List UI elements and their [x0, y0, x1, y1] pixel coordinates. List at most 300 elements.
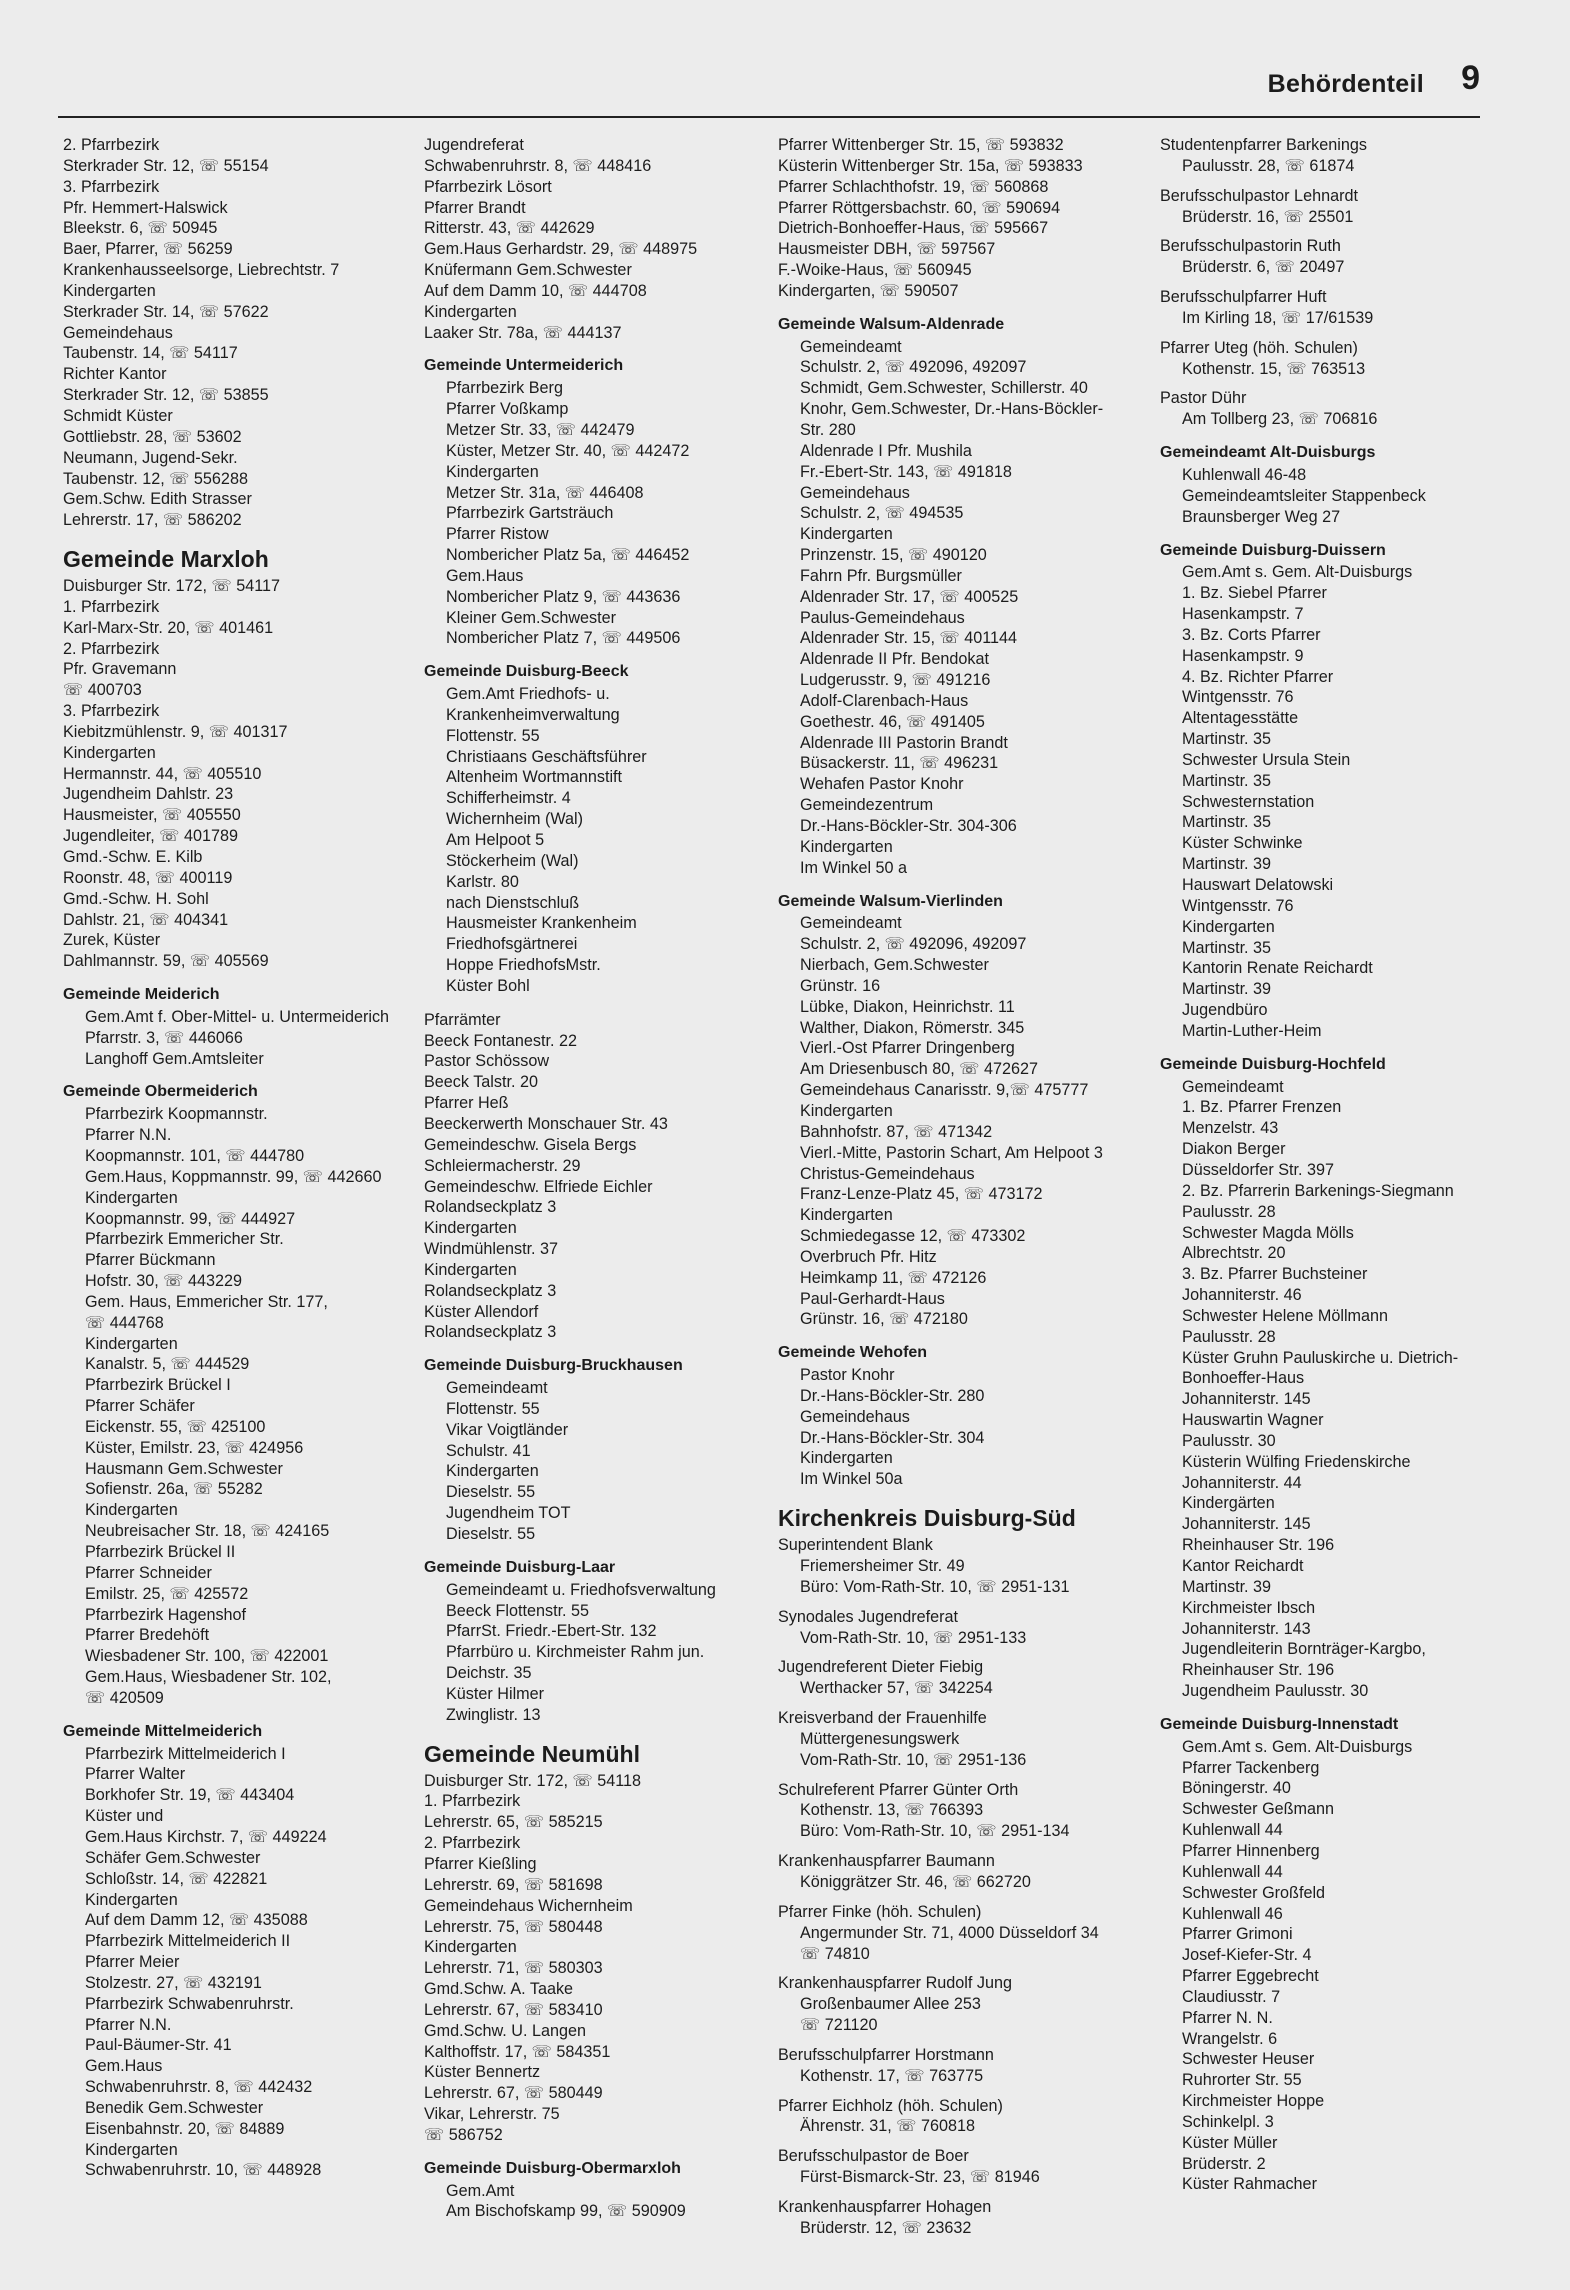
directory-line: Böningerstr. 40 [1182, 1779, 1291, 1798]
directory-line: Gemeindeamt [800, 337, 902, 356]
directory-line: Gemeindeamt [446, 1379, 548, 1398]
directory-line: Am Driesenbusch 80, ☏ 472627 [800, 1060, 1039, 1079]
section-heading: Gemeinde Duisburg-Duissern [1160, 541, 1386, 559]
directory-line: Schwabenruhrstr. 10, ☏ 448928 [85, 2161, 322, 2180]
directory-line: Kindergärten [1182, 1494, 1275, 1513]
directory-line: Jugendreferent Dieter Fiebig [778, 1658, 984, 1677]
directory-line: Christus-Gemeindehaus [800, 1164, 975, 1183]
directory-line: Schinkelpl. 3 [1182, 2112, 1274, 2131]
directory-line: Beeck Fontanestr. 22 [424, 1031, 577, 1050]
directory-line: Kirchmeister Ibsch [1182, 1598, 1316, 1617]
directory-line: Gemeindeamt u. Friedhofsverwaltung [446, 1580, 716, 1599]
directory-line: Büro: Vom-Rath-Str. 10, ☏ 2951-131 [800, 1577, 1070, 1596]
directory-line: Gem.Amt Friedhofs- u. [446, 685, 610, 704]
directory-line: Martinstr. 35 [1182, 813, 1272, 832]
directory-line: Pfarrer Meier [85, 1953, 180, 1972]
directory-line: Pfarrer Heß [424, 1094, 509, 1113]
directory-line: Nombericher Platz 7, ☏ 449506 [446, 629, 681, 648]
directory-line: Gemeindezentrum [800, 796, 934, 815]
directory-line: Dahlmannstr. 59, ☏ 405569 [63, 952, 269, 971]
directory-line: PfarrSt. Friedr.-Ebert-Str. 132 [446, 1622, 657, 1641]
directory-line: Kiebitzmühlenstr. 9, ☏ 401317 [63, 722, 288, 741]
directory-line: Altentagesstätte [1182, 709, 1299, 728]
directory-line: Gemeindeamtsleiter Stappenbeck [1182, 486, 1426, 505]
directory-line: Brüderstr. 12, ☏ 23632 [800, 2218, 972, 2237]
directory-line: Schifferheimstr. 4 [446, 789, 571, 808]
directory-line: Gem.Amt [446, 2181, 515, 2200]
section-heading: Gemeindeamt Alt-Duisburgs [1160, 444, 1376, 462]
directory-line: Kindergarten [85, 1334, 178, 1353]
directory-line: Rheinhauser Str. 196 [1182, 1536, 1335, 1555]
directory-line: Auf dem Damm 12, ☏ 435088 [85, 1911, 308, 1930]
directory-section [63, 1722, 433, 2182]
directory-line: Schulstr. 2, ☏ 492096, 492097 [800, 358, 1027, 377]
directory-line: Pfarrer N.N. [85, 1126, 172, 1145]
directory-line: Gmd.Schw. U. Langen [424, 2021, 586, 2040]
section-heading: Gemeinde Duisburg-Obermarxloh [424, 2159, 681, 2177]
directory-section [424, 1558, 786, 1726]
directory-line: 2. Pfarrbezirk [424, 1834, 521, 1853]
directory-line: Gem.Amt s. Gem. Alt-Duisburgs [1182, 1737, 1413, 1756]
directory-line: Kindergarten [424, 302, 517, 321]
directory-entry [1160, 287, 1480, 329]
directory-line: Johanniterstr. 44 [1182, 1473, 1302, 1492]
section-heading: Gemeinde Duisburg-Hochfeld [1160, 1055, 1386, 1073]
directory-line: Gem.Haus Gerhardstr. 29, ☏ 448975 [424, 240, 698, 259]
column-1 [63, 135, 433, 2194]
directory-entry [778, 2197, 1148, 2239]
directory-line: Pfarrer Finke (höh. Schulen) [778, 1902, 982, 1921]
directory-line: Pfarrbezirk Schwabenruhrstr. [85, 1994, 294, 2013]
directory-line: Gemeindehaus [63, 323, 173, 342]
directory-line: Kindergarten [446, 1462, 539, 1481]
directory-entry [778, 1902, 1148, 1965]
directory-section [424, 662, 786, 997]
directory-line: Gemeindeamt [1182, 1077, 1284, 1096]
directory-line: Hasenkampstr. 7 [1182, 605, 1304, 624]
directory-line: Schwabenruhrstr. 8, ☏ 442432 [85, 2078, 313, 2097]
directory-line: Berufsschulpastor Lehnardt [1160, 186, 1358, 205]
section-heading: Gemeinde Duisburg-Laar [424, 1558, 616, 1576]
directory-section [63, 135, 433, 531]
directory-line: Pfr. Gravemann [63, 660, 177, 679]
directory-line: Gem.Haus [85, 2057, 163, 2076]
directory-line: Vom-Rath-Str. 10, ☏ 2951-136 [800, 1750, 1027, 1769]
directory-line: Wintgensstr. 76 [1182, 688, 1294, 707]
directory-line: Kantorin Renate Reichardt [1182, 959, 1373, 978]
directory-line: Paul-Bäumer-Str. 41 [85, 2036, 232, 2055]
directory-line: ☏ 444768 [85, 1313, 164, 1332]
directory-line: Roonstr. 48, ☏ 400119 [63, 868, 233, 887]
directory-line: 2. Pfarrbezirk [63, 639, 160, 658]
directory-line: Paulusstr. 28, ☏ 61874 [1182, 156, 1355, 175]
directory-line: Hausmann Gem.Schwester [85, 1459, 283, 1478]
directory-line: Ritterstr. 43, ☏ 442629 [424, 219, 595, 238]
directory-line: Benedik Gem.Schwester [85, 2098, 264, 2117]
directory-line: Gemeindeamt [800, 914, 902, 933]
directory-line: Dieselstr. 55 [446, 1525, 536, 1543]
directory-line: Paul-Gerhardt-Haus [800, 1289, 945, 1308]
directory-line: Pfarrer Eichholz (höh. Schulen) [778, 2096, 1003, 2115]
directory-line: Gemeindehaus Wichernheim [424, 1896, 633, 1915]
directory-line: Langhoff Gem.Amtsleiter [85, 1049, 264, 1068]
directory-line: Schwester Helene Möllmann [1182, 1306, 1389, 1325]
directory-line: Pfarrer Bückmann [85, 1251, 216, 1270]
directory-line: Duisburger Str. 172, ☏ 54117 [63, 577, 281, 596]
directory-line: Pfarrer Wittenberger Str. 15, ☏ 593832 [778, 136, 1064, 154]
directory-line: Brüderstr. 6, ☏ 20497 [1182, 258, 1345, 277]
directory-section [63, 544, 433, 972]
directory-line: Schulstr. 2, ☏ 492096, 492097 [800, 935, 1027, 954]
directory-line: Wrangelstr. 6 [1182, 2029, 1278, 2048]
directory-line: Grünstr. 16 [800, 976, 881, 995]
directory-line: Müttergenesungswerk [800, 1729, 960, 1748]
directory-section [1160, 541, 1480, 1042]
directory-line: Kuhlenwall 46 [1182, 1904, 1283, 1923]
directory-line: Kreisverband der Frauenhilfe [778, 1709, 987, 1728]
directory-line: Pfarrbezirk Brückel II [85, 1543, 236, 1561]
directory-line: Taubenstr. 12, ☏ 556288 [63, 469, 248, 488]
directory-line: Kindergarten [85, 2140, 178, 2159]
directory-line: Claudiusstr. 7 [1182, 1987, 1281, 2006]
directory-line: Pfarrer Uteg (höh. Schulen) [1160, 338, 1358, 357]
directory-line: Jugendleiter, ☏ 401789 [63, 827, 239, 846]
directory-line: Heimkamp 11, ☏ 472126 [800, 1268, 987, 1287]
directory-line: Küsterin Wittenberger Str. 15a, ☏ 593833 [778, 156, 1083, 175]
directory-line: Pfarrer Schneider [85, 1563, 212, 1582]
directory-line: ☏ 721120 [800, 2016, 878, 2035]
directory-entry [1160, 135, 1480, 177]
directory-line: Schulstr. 41 [446, 1441, 531, 1460]
directory-line: Lehrerstr. 69, ☏ 581698 [424, 1875, 603, 1894]
directory-line: Martinstr. 39 [1182, 855, 1272, 874]
directory-line: Fürst-Bismarck-Str. 23, ☏ 81946 [800, 2168, 1040, 2187]
directory-line: Superintendent Blank [778, 1536, 933, 1555]
directory-line: Laaker Str. 78a, ☏ 444137 [424, 323, 622, 342]
directory-line: Koopmannstr. 99, ☏ 444927 [85, 1209, 296, 1228]
directory-line: Pfarrer N.N. [85, 2015, 172, 2034]
directory-line: Metzer Str. 31a, ☏ 446408 [446, 483, 644, 502]
directory-line: Kindergarten [800, 1449, 893, 1468]
directory-line: ☏ 74810 [800, 1944, 870, 1963]
directory-line: Gem.Haus, Wiesbadener Str. 102, [85, 1668, 332, 1687]
section-heading: Gemeinde Obermeiderich [63, 1083, 258, 1101]
directory-line: Küster Hilmer [446, 1684, 545, 1703]
directory-line: Schwesternstation [1182, 792, 1315, 811]
directory-line: Beeck Talstr. 20 [424, 1073, 538, 1092]
directory-line: Johanniterstr. 46 [1182, 1286, 1302, 1305]
directory-line: Vom-Rath-Str. 10, ☏ 2951-133 [800, 1628, 1027, 1647]
section-heading: Gemeinde Duisburg-Bruckhausen [424, 1357, 683, 1375]
directory-line: Küster, Emilstr. 23, ☏ 424956 [85, 1438, 304, 1457]
directory-line: Lehrerstr. 75, ☏ 580448 [424, 1917, 603, 1936]
directory-line: Küster Gruhn Pauluskirche u. Dietrich- [1182, 1348, 1459, 1367]
directory-section [424, 1739, 786, 2146]
directory-line: Gem. Haus, Emmericher Str. 177, [85, 1292, 328, 1311]
directory-line: Dr.-Hans-Böckler-Str. 304 [800, 1428, 985, 1447]
directory-line: Martinstr. 35 [1182, 771, 1272, 790]
directory-line: Jugendheim TOT [446, 1504, 571, 1523]
directory-line: Christiaans Geschäftsführer [446, 747, 647, 766]
section-heading: Gemeinde Marxloh [63, 546, 269, 573]
directory-line: Rolandseckplatz 3 [424, 1281, 557, 1300]
directory-line: Im Winkel 50a [800, 1470, 903, 1489]
directory-line: Schwabenruhrstr. 8, ☏ 448416 [424, 156, 652, 175]
directory-entry [1160, 388, 1480, 430]
directory-line: Josef-Kiefer-Str. 4 [1182, 1946, 1312, 1965]
directory-line: Gmd.Schw. A. Taake [424, 1980, 574, 1999]
directory-line: Hauswartin Wagner [1182, 1411, 1324, 1430]
page-number: 9 [1461, 59, 1480, 97]
section-heading: Gemeinde Untermeiderich [424, 357, 624, 375]
directory-line: Gemeindehaus [800, 1407, 910, 1426]
directory-line: Pastor Dühr [1160, 389, 1247, 408]
directory-entry [778, 2096, 1148, 2138]
directory-line: Pfarrer Brandt [424, 198, 526, 217]
directory-line: Lehrerstr. 17, ☏ 586202 [63, 511, 242, 530]
directory-line: Karl-Marx-Str. 20, ☏ 401461 [63, 618, 274, 637]
directory-line: Gmd.-Schw. H. Sohl [63, 889, 209, 908]
directory-line: Pfarrbüro u. Kirchmeister Rahm jun. [446, 1643, 705, 1662]
directory-line: Hasenkampstr. 9 [1182, 646, 1304, 665]
directory-line: Flottenstr. 55 [446, 1399, 540, 1418]
directory-line: Schäfer Gem.Schwester [85, 1848, 261, 1867]
directory-line: Krankenhauspfarrer Hohagen [778, 2197, 992, 2216]
directory-line: Paulusstr. 28 [1182, 1327, 1276, 1346]
directory-section [424, 356, 786, 649]
directory-line: 1. Bz. Pfarrer Frenzen [1182, 1098, 1342, 1117]
directory-line: Kindergarten [85, 1188, 178, 1207]
directory-line: Rolandseckplatz 3 [424, 1198, 557, 1217]
directory-line: Dieselstr. 55 [446, 1483, 536, 1502]
directory-section [63, 1082, 433, 1708]
directory-line: Wichernheim (Wal) [446, 810, 584, 829]
directory-entry [778, 1973, 1148, 2036]
directory-line: Sterkrader Str. 12, ☏ 55154 [63, 156, 269, 175]
directory-line: Sterkrader Str. 12, ☏ 53855 [63, 386, 269, 405]
directory-line: Wintgensstr. 76 [1182, 896, 1294, 915]
directory-line: Pfarrämter [424, 1010, 501, 1029]
directory-line: Gem.Haus, Koppmannstr. 99, ☏ 442660 [85, 1167, 382, 1186]
directory-line: Gemeindehaus [800, 483, 910, 502]
directory-line: Berufsschulpfarrer Horstmann [778, 2045, 994, 2064]
directory-line: Metzer Str. 33, ☏ 442479 [446, 420, 635, 439]
directory-line: Gemeindehaus Canarisstr. 9,☏ 475777 [800, 1081, 1089, 1100]
directory-line: Kleiner Gem.Schwester [446, 608, 617, 627]
directory-line: Vikar Voigtländer [446, 1420, 569, 1439]
directory-line: Küster, Metzer Str. 40, ☏ 442472 [446, 441, 690, 460]
directory-line: Koopmannstr. 101, ☏ 444780 [85, 1146, 305, 1165]
directory-section [1160, 1715, 1480, 2195]
directory-line: Menzelstr. 43 [1182, 1119, 1279, 1138]
directory-line: Martinstr. 39 [1182, 1577, 1272, 1596]
directory-line: Nombericher Platz 5a, ☏ 446452 [446, 546, 690, 565]
directory-line: Kindergarten [446, 462, 539, 481]
section-heading: Gemeinde Wehofen [778, 1344, 928, 1362]
directory-line: Friemersheimer Str. 49 [800, 1557, 965, 1575]
directory-line: Großenbaumer Allee 253 [800, 1995, 981, 2014]
section-title: Behördenteil [1267, 70, 1424, 98]
directory-line: Pfarrbezirk Emmericher Str. [85, 1230, 284, 1249]
directory-line: Pfarrer Schäfer [85, 1397, 195, 1416]
directory-line: Nierbach, Gem.Schwester [800, 956, 989, 975]
directory-entry [778, 1708, 1148, 1771]
directory-line: Kindergarten [800, 1101, 893, 1120]
section-heading: Gemeinde Duisburg-Innenstadt [1160, 1715, 1399, 1733]
directory-line: Pfarrer Ristow [446, 525, 549, 544]
directory-line: Krankenhauspfarrer Baumann [778, 1852, 995, 1871]
directory-line: Ruhrorter Str. 55 [1182, 2071, 1302, 2090]
directory-line: Gmd.-Schw. E. Kilb [63, 848, 203, 866]
directory-line: Martin-Luther-Heim [1182, 1021, 1322, 1040]
directory-line: Stolzestr. 27, ☏ 432191 [85, 1973, 262, 1992]
directory-section [424, 1356, 786, 1545]
directory-line: Küster Müller [1182, 2133, 1278, 2152]
section-heading: Kirchenkreis Duisburg-Süd [778, 1505, 1076, 1532]
directory-line: Schwester Ursula Stein [1182, 750, 1351, 769]
directory-line: Duisburger Str. 172, ☏ 54118 [424, 1771, 642, 1790]
directory-line: Sterkrader Str. 14, ☏ 57622 [63, 302, 269, 321]
directory-line: Küster Bennertz [424, 2063, 541, 2082]
directory-line: Gem.Haus [446, 566, 524, 585]
directory-line: Berufsschulpastorin Ruth [1160, 237, 1341, 256]
section-heading: Gemeinde Walsum-Aldenrade [778, 315, 1005, 333]
directory-entry [778, 1657, 1148, 1699]
directory-line: Bonhoeffer-Haus [1182, 1369, 1305, 1388]
section-heading: Gemeinde Neumühl [424, 1740, 640, 1767]
directory-entry [1160, 236, 1480, 278]
directory-line: Gottliebstr. 28, ☏ 53602 [63, 427, 242, 446]
directory-line: Kothenstr. 13, ☏ 766393 [800, 1801, 984, 1820]
directory-line: Beeck Flottenstr. 55 [446, 1601, 590, 1620]
directory-line: Pfarrbezirk Berg [446, 379, 563, 398]
directory-line: Aldenrader Str. 17, ☏ 400525 [800, 587, 1019, 606]
directory-line: Jugendheim Dahlstr. 23 [63, 785, 234, 804]
directory-line: Rolandseckplatz 3 [424, 1323, 557, 1342]
directory-line: 3. Pfarrbezirk [63, 177, 160, 196]
directory-line: Wehafen Pastor Knohr [800, 775, 964, 794]
directory-line: Am Bischofskamp 99, ☏ 590909 [446, 2202, 686, 2221]
directory-line: Schmidt, Gem.Schwester, Schillerstr. 40 [800, 379, 1088, 398]
directory-line: Zurek, Küster [63, 931, 161, 950]
directory-section [424, 1010, 786, 1344]
directory-line: Kindergarten [424, 1260, 517, 1279]
directory-line: Kindergarten [85, 1890, 178, 1909]
directory-line: Düsseldorfer Str. 397 [1182, 1160, 1335, 1179]
directory-line: Pfarrbezirk Gartsträuch [446, 504, 614, 523]
directory-line: Pfarrer Hinnenberg [1182, 1841, 1320, 1860]
directory-line: Johanniterstr. 145 [1182, 1515, 1311, 1534]
directory-line: Kothenstr. 17, ☏ 763775 [800, 2066, 984, 2085]
directory-line: Deichstr. 35 [446, 1664, 532, 1683]
directory-line: Küster und [85, 1807, 164, 1826]
directory-line: Küster Schwinke [1182, 834, 1303, 853]
directory-line: Küster Allendorf [424, 1302, 539, 1321]
directory-line: Eisenbahnstr. 20, ☏ 84889 [85, 2119, 285, 2138]
directory-line: Schwester Großfeld [1182, 1883, 1326, 1902]
directory-line: 2. Pfarrbezirk [63, 136, 160, 154]
directory-line: Krankenhausseelsorge, Liebrechtstr. 7 [63, 261, 340, 280]
directory-line: Brüderstr. 2 [1182, 2154, 1266, 2173]
directory-entry [778, 1607, 1148, 1649]
directory-line: Jugendreferat [424, 136, 524, 154]
directory-line: Hermannstr. 44, ☏ 405510 [63, 764, 262, 783]
directory-line: Aldenrade I Pfr. Mushila [800, 441, 972, 460]
column-4 [1160, 135, 1480, 2208]
directory-line: Bleekstr. 6, ☏ 50945 [63, 219, 218, 238]
directory-line: Kalthoffstr. 17, ☏ 584351 [424, 2042, 611, 2061]
directory-line: Pfarrer Schlachthofstr. 19, ☏ 560868 [778, 177, 1049, 196]
directory-line: Krankenheimverwaltung [446, 705, 620, 724]
directory-line: Karlstr. 80 [446, 872, 519, 891]
directory-line: Pfarrbezirk Koopmannstr. [85, 1105, 268, 1124]
directory-line: Schleiermacherstr. 29 [424, 1156, 581, 1175]
directory-line: Knohr, Gem.Schwester, Dr.-Hans-Böckler- [800, 400, 1104, 419]
directory-line: Friedhofsgärtnerei [446, 935, 578, 954]
directory-line: Prinzenstr. 15, ☏ 490120 [800, 546, 987, 565]
directory-section [63, 985, 433, 1069]
directory-line: Brüderstr. 16, ☏ 25501 [1182, 207, 1354, 226]
directory-line: Schwester Magda Mölls [1182, 1223, 1354, 1242]
directory-section [424, 135, 786, 343]
directory-line: Schulstr. 2, ☏ 494535 [800, 504, 964, 523]
directory-line: Paulus-Gemeindehaus [800, 608, 965, 627]
directory-line: Gemeindeschw. Elfriede Eichler [424, 1177, 653, 1196]
directory-line: Jugendheim Paulusstr. 30 [1182, 1682, 1369, 1701]
directory-line: Martinstr. 35 [1182, 938, 1272, 957]
page-header [58, 56, 1480, 118]
directory-line: Vierl.-Ost Pfarrer Dringenberg [800, 1039, 1015, 1058]
directory-line: F.-Woike-Haus, ☏ 560945 [778, 261, 972, 280]
directory-line: Berufsschulpastor de Boer [778, 2147, 969, 2166]
directory-line: Diakon Berger [1182, 1140, 1286, 1159]
directory-section [778, 892, 1148, 1331]
directory-line: Overbruch Pfr. Hitz [800, 1247, 937, 1266]
directory-line: Königgrätzer Str. 46, ☏ 662720 [800, 1872, 1031, 1891]
directory-line: Gem.Schw. Edith Strasser [63, 490, 252, 509]
directory-line: Gem.Haus Kirchstr. 7, ☏ 449224 [85, 1827, 327, 1846]
directory-section [778, 1343, 1148, 1490]
directory-line: Pfarrer Bredehöft [85, 1626, 210, 1645]
directory-line: ☏ 420509 [85, 1688, 164, 1707]
directory-line: Pfarrbezirk Hagenshof [85, 1605, 247, 1624]
directory-line: 3. Pfarrbezirk [63, 702, 160, 721]
directory-line: Berufsschulpfarrer Huft [1160, 288, 1327, 307]
directory-line: Fr.-Ebert-Str. 143, ☏ 491818 [800, 462, 1012, 481]
directory-section [1160, 1055, 1480, 1702]
directory-line: Pfarrer Walter [85, 1765, 186, 1784]
directory-line: Lehrerstr. 67, ☏ 580449 [424, 2084, 603, 2103]
directory-line: Paulusstr. 30 [1182, 1431, 1276, 1450]
directory-line: Pfarrer Röttgersbachstr. 60, ☏ 590694 [778, 198, 1061, 217]
directory-line: 2. Bz. Pfarrerin Barkenings-Siegmann [1182, 1181, 1454, 1200]
directory-line: Pfarrer Eggebrecht [1182, 1967, 1319, 1986]
directory-line: Pfarrstr. 3, ☏ 446066 [85, 1028, 243, 1047]
directory-line: Pfarrbezirk Lösort [424, 177, 552, 196]
column-3 [778, 135, 1148, 2252]
directory-line: Aldenrader Str. 15, ☏ 401144 [800, 629, 1018, 648]
directory-line: Schwester Geßmann [1182, 1800, 1335, 1819]
directory-line: Aldenrade III Pastorin Brandt [800, 733, 1008, 752]
directory-line: Kindergarten [63, 281, 156, 300]
directory-line: Adolf-Clarenbach-Haus [800, 691, 969, 710]
directory-line: Am Tollberg 23, ☏ 706816 [1182, 410, 1378, 429]
directory-line: Studentenpfarrer Barkenings [1160, 136, 1367, 154]
directory-line: Gem.Amt s. Gem. Alt-Duisburgs [1182, 563, 1413, 582]
directory-line: 1. Pfarrbezirk [424, 1792, 521, 1811]
directory-line: Lehrerstr. 65, ☏ 585215 [424, 1813, 603, 1832]
directory-section [778, 1503, 1148, 2238]
